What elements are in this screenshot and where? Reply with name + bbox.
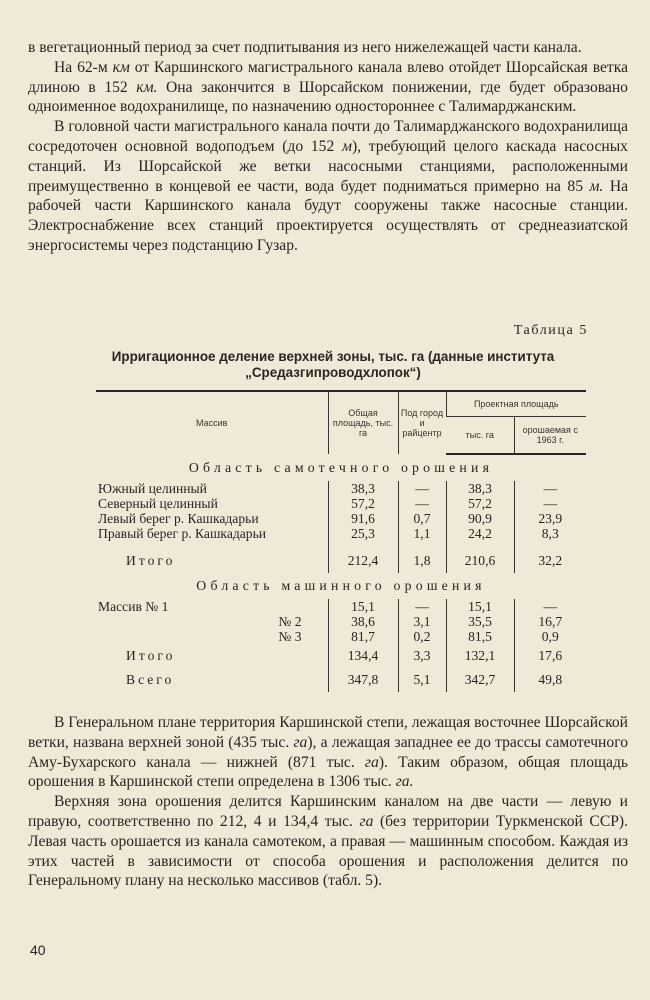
text-run: В головной части магистрального канала почти до Талимарджанского водохранилища сосредоточен основной водоподъем (до 152: [28, 118, 628, 155]
cell-area: 134,4: [328, 644, 398, 668]
section-machine-label: Область машинного орошения: [196, 578, 486, 593]
cell-proj: 38,3: [446, 481, 514, 496]
cell-proj: 132,1: [446, 644, 514, 668]
cell-irr: 8,3: [514, 526, 586, 541]
row-name: Массив № 1: [98, 599, 169, 614]
cell-proj: 81,5: [446, 629, 514, 644]
cell-proj: 35,5: [446, 614, 514, 629]
cell-irr: 16,7: [514, 614, 586, 629]
text-run: от Каршинского магистрального канала влево отойдет Шорсайская ветка длиною в 152: [28, 58, 628, 96]
text-run: ), а лежащая западнее ее до трассы самотечного Аму-Бухарского канала — нижней (871 тыс.: [28, 733, 628, 771]
unit-text: га: [293, 733, 308, 751]
cell-city: —: [398, 599, 446, 614]
row-name: Левый берег р. Кашкадарьи: [98, 511, 259, 526]
text-run: ), требующий целого каскада насосных станций. Из Шорсайской же ветки насосными станциями, расположенными преимущественно в концевой ее части, вода будет подниматься примерно на 85: [28, 137, 628, 195]
cell-irr: 0,9: [514, 629, 586, 644]
unit-text: га: [364, 753, 379, 771]
paragraph: [28, 117, 628, 256]
cell-irr: —: [514, 496, 586, 511]
header-massiv: Массив: [96, 391, 328, 454]
table-row: [96, 599, 586, 614]
text-run: в вегетационный период за счет подпитывания из него нижележащей части канала.: [28, 39, 582, 56]
text-run: Она закончится в Шорсайском понижении, где будет образовано одноименное водохранилище, по назначению одностороннее с Талимарджанским.: [28, 78, 628, 116]
cell-irr: —: [514, 599, 586, 614]
cell-city: —: [398, 481, 446, 496]
cell-proj: 15,1: [446, 599, 514, 614]
table-row: [96, 496, 586, 511]
text-run: На 62-м: [54, 58, 113, 76]
unit-text: га: [359, 812, 374, 830]
cell-city: 5,1: [398, 668, 446, 692]
cell-area: 91,6: [328, 511, 398, 526]
text-run: Верхняя зона орошения делится Каршинским каналом на две части — левую и правую, соответственно по 212, 4 и 134,4 тыс.: [28, 793, 628, 830]
cell-area: 15,1: [328, 599, 398, 614]
row-name: Всего: [126, 672, 175, 687]
row-name: № 3: [278, 629, 302, 644]
cell-area: 38,6: [328, 614, 398, 629]
cell-proj: 90,9: [446, 511, 514, 526]
cell-area: 38,3: [328, 481, 398, 496]
table-title: Ирригационное деление верхней зоны, тыс. га (данные института „Средазгипроводхлопок“): [111, 349, 555, 380]
header-city: Под город и райцентр: [398, 391, 446, 454]
section-row: [96, 573, 586, 599]
total-row: [96, 549, 586, 573]
cell-area: 347,8: [328, 668, 398, 692]
section-gravity-label: Область самотечного орошения: [188, 460, 494, 475]
cell-city: —: [398, 496, 446, 511]
row-name: Итого: [126, 648, 176, 663]
cell-area: 212,4: [328, 549, 398, 573]
cell-irr: 32,2: [514, 549, 586, 573]
cell-proj: 210,6: [446, 549, 514, 573]
grand-total-row: [96, 668, 586, 692]
cell-irr: 23,9: [514, 511, 586, 526]
cell-city: 1,1: [398, 526, 446, 541]
row-name: № 2: [278, 614, 302, 629]
header-irrigated: орошаемая с 1963 г.: [514, 417, 586, 455]
text-run: В Генеральном плане территория Каршинской степи, лежащая восточнее Шорсайской ветки, названа верхней зоной (435 тыс.: [28, 714, 628, 751]
table-row: [96, 614, 586, 629]
table-row: [96, 511, 586, 526]
row-name: Итого: [126, 553, 176, 568]
text-run: ). Таким образом, общая площадь орошения в Каршинской степи определена в 1306 тыс.: [28, 753, 628, 791]
unit-text: га.: [395, 773, 414, 791]
cell-area: 25,3: [328, 526, 398, 541]
row-name: Южный целинный: [98, 481, 207, 496]
cell-irr: —: [514, 481, 586, 496]
unit-text: км: [112, 58, 130, 76]
row-name: Правый берег р. Кашкадарьи: [98, 526, 267, 541]
header-total-area: Общая площадь, тыс. га: [328, 391, 398, 454]
text-block-bottom: [28, 713, 628, 891]
table-row: [96, 629, 586, 644]
cell-irr: 49,8: [514, 668, 586, 692]
paragraph: [28, 792, 628, 891]
row-name: Северный целинный: [98, 496, 218, 511]
cell-area: 57,2: [328, 496, 398, 511]
total-row: [96, 644, 586, 668]
cell-proj: 24,2: [446, 526, 514, 541]
header-projected: Проектная площадь: [446, 391, 586, 417]
cell-proj: 342,7: [446, 668, 514, 692]
irrigation-table: [96, 390, 586, 692]
cell-city: 3,1: [398, 614, 446, 629]
cell-proj: 57,2: [446, 496, 514, 511]
text-run: (без территории Туркменской ССР). Левая часть орошается из канала самотеком, а правая — машинным способом. Каждая из этих частей в зависимости от способа орошения и расположения делится по Генеральному плану на несколько массивов (табл. 5).: [28, 812, 628, 890]
header-projected-total: тыс. га: [446, 417, 514, 455]
paragraph: [28, 58, 628, 117]
section-row: [96, 454, 586, 481]
text-run: На рабочей части Каршинского канала будут сооружены также насосные станции. Электроснабжение всех станций проектируется осуществлять от среднеазиатской энергосистемы через подстанцию Гузар.: [28, 177, 628, 254]
cell-area: 81,7: [328, 629, 398, 644]
cell-city: 1,8: [398, 549, 446, 573]
page-number: 40: [30, 942, 46, 958]
table-row: [96, 481, 586, 496]
paragraph: [28, 713, 628, 792]
cell-irr: 17,6: [514, 644, 586, 668]
unit-text: км.: [136, 78, 158, 96]
unit-text: м: [342, 137, 352, 155]
table-label: Таблица 5: [513, 323, 588, 338]
table-row: [96, 526, 586, 541]
cell-city: 3,3: [398, 644, 446, 668]
cell-city: 0,7: [398, 511, 446, 526]
cell-city: 0,2: [398, 629, 446, 644]
unit-text: м.: [589, 177, 604, 195]
paragraph: [28, 38, 628, 58]
text-block-top: [28, 38, 628, 256]
